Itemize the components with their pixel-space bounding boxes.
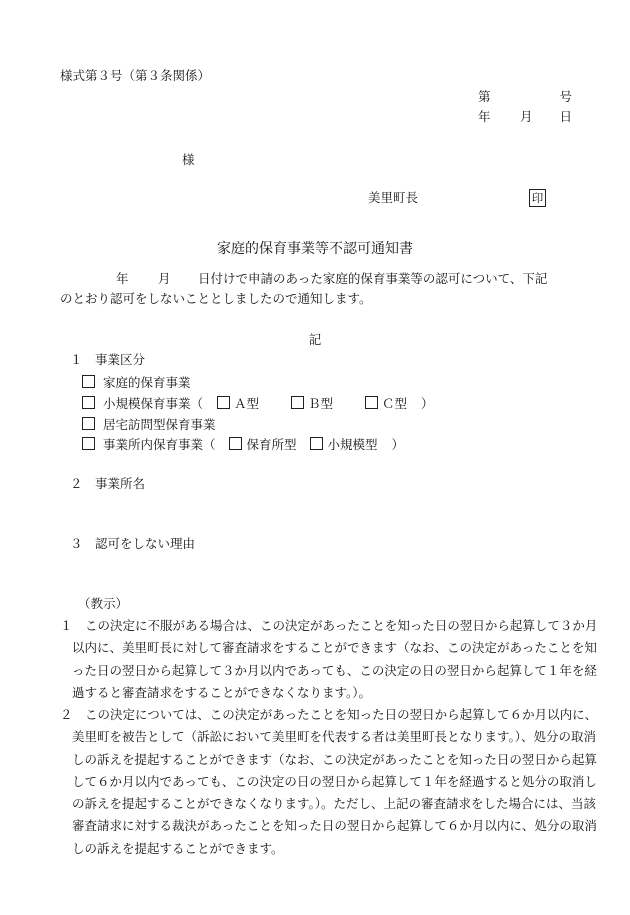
- ki-heading: 記: [308, 332, 322, 347]
- category-home-childcare-label: 家庭的保育事業: [102, 375, 191, 390]
- note-2-line: ２ この決定については、この決定があったことを知った日の翌日から起算して６か月以内に、: [60, 707, 598, 722]
- body-paragraph: [60, 269, 574, 309]
- small-type-label: 小規模型: [327, 437, 378, 452]
- body-month: 月: [158, 271, 171, 286]
- checkbox-small-scale[interactable]: [82, 396, 95, 409]
- body-year: 年: [116, 271, 129, 286]
- note-1-line: １ この決定に不服がある場合は、この決定があったことを知った日の翌日から起算して３か月: [60, 618, 598, 633]
- checkbox-nursery-type[interactable]: [229, 437, 242, 450]
- document-number-prefix: 第: [478, 89, 491, 104]
- body-line-1: [60, 269, 574, 289]
- note-2-line: 美里町を被告として（訴訟において美里町を代表する者は美里町長となります。）、処分の取消: [72, 729, 597, 745]
- nursery-type-label: 保育所型: [246, 437, 297, 452]
- instruction-note-2: [60, 704, 598, 860]
- instruction-heading: （教示）: [78, 596, 129, 611]
- document-number-suffix: 号: [559, 89, 572, 104]
- checkbox-workplace[interactable]: [82, 437, 95, 450]
- checkbox-type-b[interactable]: [291, 396, 304, 409]
- note-1-line: った日の翌日から起算して３か月以内であっても、この決定の日の翌日から起算して１年を経: [72, 662, 597, 678]
- note-2-line: して６か月以内であっても、この決定の日の翌日から起算して１年を経過すると処分の取消し: [72, 773, 597, 789]
- addressee-suffix: 様: [182, 152, 195, 167]
- note-2-line: しの訴えを提起することができます（なお、この決定があったことを知った日の翌日から起算: [72, 751, 597, 767]
- date-year: 年: [478, 109, 491, 124]
- note-1-line: 以内に、美里町長に対して審査請求をすることができます（なお、この決定があったことを知: [72, 640, 597, 656]
- issuer-name: 美里町長: [368, 190, 419, 205]
- category-small-scale: [82, 396, 434, 411]
- type-c-label: Ｃ型: [381, 396, 407, 411]
- category-workplace: [82, 437, 404, 452]
- checkbox-small-type[interactable]: [310, 437, 323, 450]
- note-1-line: 過すると審査請求をすることができなくなります。）。: [72, 684, 372, 700]
- form-number: 様式第３号（第３条関係）: [60, 68, 211, 83]
- checkbox-type-a[interactable]: [217, 396, 230, 409]
- category-small-scale-label: 小規模保育事業（: [102, 396, 203, 411]
- category-home-visit-label: 居宅訪問型保育事業: [102, 417, 216, 432]
- section-business-name: ２ 事業所名: [70, 476, 146, 491]
- note-2-line: の訴えを提起することができなくなります。）。ただし、上記の審査請求をした場合には、当該: [72, 796, 597, 812]
- instruction-note-1: [60, 615, 598, 704]
- section-rejection-reason: ３ 認可をしない理由: [70, 536, 196, 551]
- category-home-visit: [82, 417, 216, 432]
- small-scale-close-paren: ）: [420, 396, 434, 411]
- note-2-line: しの訴えを提起することができます。: [72, 840, 284, 856]
- type-b-label: Ｂ型: [307, 396, 333, 411]
- seal-mark: 印: [529, 189, 546, 207]
- date-day: 日: [559, 109, 572, 124]
- checkbox-home-childcare[interactable]: [82, 375, 95, 388]
- body-line-2: のとおり認可をしないこととしましたので通知します。: [60, 291, 372, 306]
- section-business-category: １ 事業区分: [70, 352, 146, 367]
- document-title: 家庭的保育事業等不認可通知書: [217, 241, 413, 257]
- date-month: 月: [520, 109, 533, 124]
- note-2-line: 審査請求に対する裁決があったことを知った日の翌日から起算して６か月以内に、処分の取消: [72, 818, 597, 834]
- body-line-1-text: 日付けで申請のあった家庭的保育事業等の認可について、下記: [198, 271, 548, 286]
- type-a-label: Ａ型: [233, 396, 259, 411]
- workplace-close-paren: ）: [391, 437, 404, 452]
- category-workplace-label: 事業所内保育事業（: [102, 437, 216, 452]
- checkbox-type-c[interactable]: [365, 396, 378, 409]
- category-home-childcare: [82, 375, 191, 390]
- checkbox-home-visit[interactable]: [82, 417, 95, 430]
